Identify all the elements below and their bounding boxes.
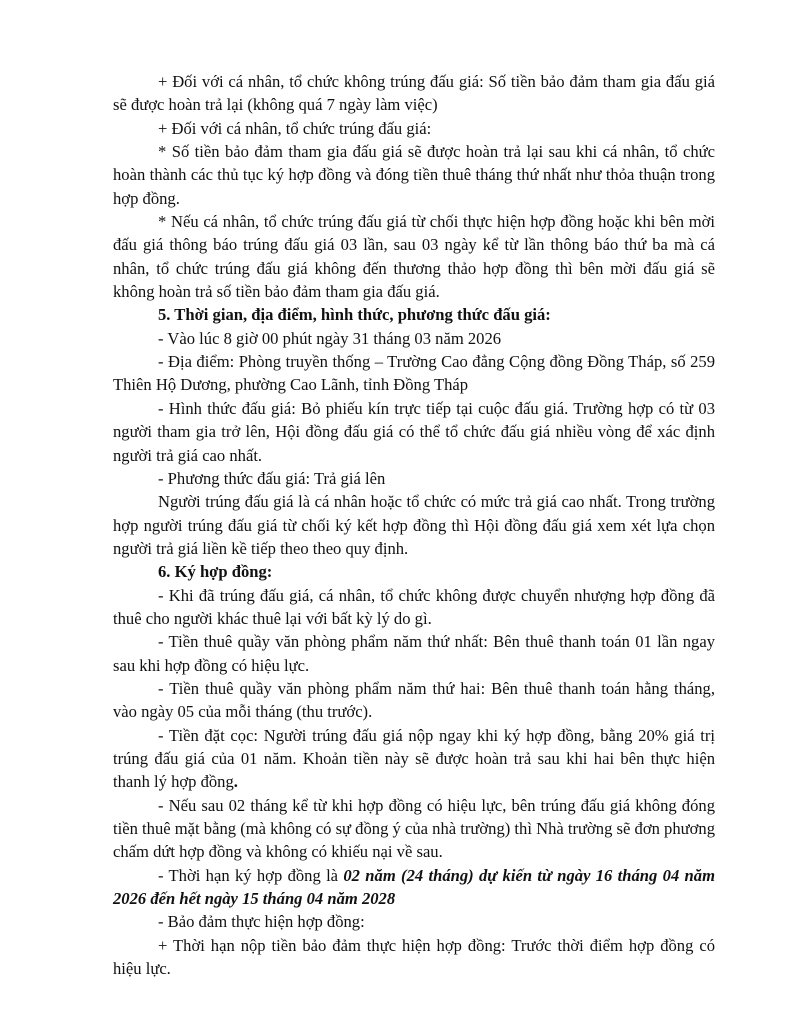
paragraph	[113, 864, 715, 911]
paragraph: * Số tiền bảo đảm tham gia đấu giá sẽ được hoàn trả lại sau khi cá nhân, tổ chức hoàn thành các thủ tục ký hợp đồng và đóng tiền thuê tháng thứ nhất như thỏa thuận trong hợp đồng.	[113, 142, 715, 208]
section-heading: 5. Thời gian, địa điểm, hình thức, phương thức đấu giá:	[158, 305, 551, 325]
paragraph-text: - Thời hạn ký hợp đồng là	[158, 865, 344, 885]
paragraph: - Hình thức đấu giá: Bỏ phiếu kín trực tiếp tại cuộc đấu giá. Trường hợp có từ 03 người tham gia trở lên, Hội đồng đấu giá có thể tổ chức đấu giá nhiều vòng để xác định người trả giá cao nhất.	[113, 398, 715, 465]
paragraph-bold-tail: .	[233, 772, 238, 792]
paragraph: - Phương thức đấu giá: Trả giá lên	[158, 468, 386, 488]
paragraph: - Tiền thuê quầy văn phòng phẩm năm thứ nhất: Bên thuê thanh toán 01 lần ngay sau khi hợp đồng có hiệu lực.	[113, 632, 715, 675]
paragraph: * Nếu cá nhân, tổ chức trúng đấu giá từ chối thực hiện hợp đồng hoặc khi bên mời đấu giá thông báo trúng đấu giá 03 lần, sau 03 ngày kể từ lần thông báo thứ ba mà cá nhân, tổ chức trúng đấu giá không đến thương thảo hợp đồng thì bên mời đấu giá sẽ không hoàn trả số tiền bảo đảm tham gia đấu giá.	[113, 212, 715, 302]
paragraph	[113, 724, 715, 794]
document-body	[113, 70, 715, 980]
paragraph: - Địa điểm: Phòng truyền thống – Trường Cao đẳng Cộng đồng Đồng Tháp, số 259 Thiên Hộ Dương, phường Cao Lãnh, tỉnh Đồng Tháp	[113, 352, 715, 395]
section-heading: 6. Ký hợp đồng:	[158, 562, 273, 582]
paragraph: - Bảo đảm thực hiện hợp đồng:	[158, 912, 365, 932]
paragraph: + Đối với cá nhân, tổ chức trúng đấu giá:	[158, 118, 432, 138]
contract-term-emphasis: 02 năm (24 tháng) dự kiến từ ngày 16 tháng 04 năm 2026 đến hết ngày 15 tháng 04 năm 2028	[113, 865, 715, 909]
paragraph: - Khi đã trúng đấu giá, cá nhân, tổ chức không được chuyển nhượng hợp đồng đã thuê cho người khác thuê lại với bất kỳ lý do gì.	[113, 585, 715, 628]
paragraph: - Tiền thuê quầy văn phòng phẩm năm thứ hai: Bên thuê thanh toán hằng tháng, vào ngày 05 của mỗi tháng (thu trước).	[113, 678, 715, 722]
paragraph-text: - Tiền đặt cọc: Người trúng đấu giá nộp ngay khi ký hợp đồng, bằng 20% giá trị trúng đấu giá của 01 năm. Khoản tiền này sẽ được hoàn trả sau khi hai bên thực hiện thanh lý hợp đồng	[113, 725, 715, 792]
paragraph: - Vào lúc 8 giờ 00 phút ngày 31 tháng 03 năm 2026	[158, 328, 502, 348]
paragraph: + Thời hạn nộp tiền bảo đảm thực hiện hợp đồng: Trước thời điểm hợp đồng có hiệu lực.	[113, 935, 715, 979]
paragraph: - Nếu sau 02 tháng kể từ khi hợp đồng có hiệu lực, bên trúng đấu giá không đóng tiền thuê mặt bằng (mà không có sự đồng ý của nhà trường) thì Nhà trường sẽ đơn phương chấm dứt hợp đồng và không có khiếu nại về sau.	[113, 795, 715, 862]
paragraph: Người trúng đấu giá là cá nhân hoặc tổ chức có mức trả giá cao nhất. Trong trường hợp người trúng đấu giá từ chối ký kết hợp đồng thì Hội đồng đấu giá xem xét lựa chọn người trả giá liền kề tiếp theo theo quy định.	[113, 492, 715, 558]
paragraph: + Đối với cá nhân, tổ chức không trúng đấu giá: Số tiền bảo đảm tham gia đấu giá sẽ được hoàn trả lại (không quá 7 ngày làm việc)	[113, 72, 715, 115]
